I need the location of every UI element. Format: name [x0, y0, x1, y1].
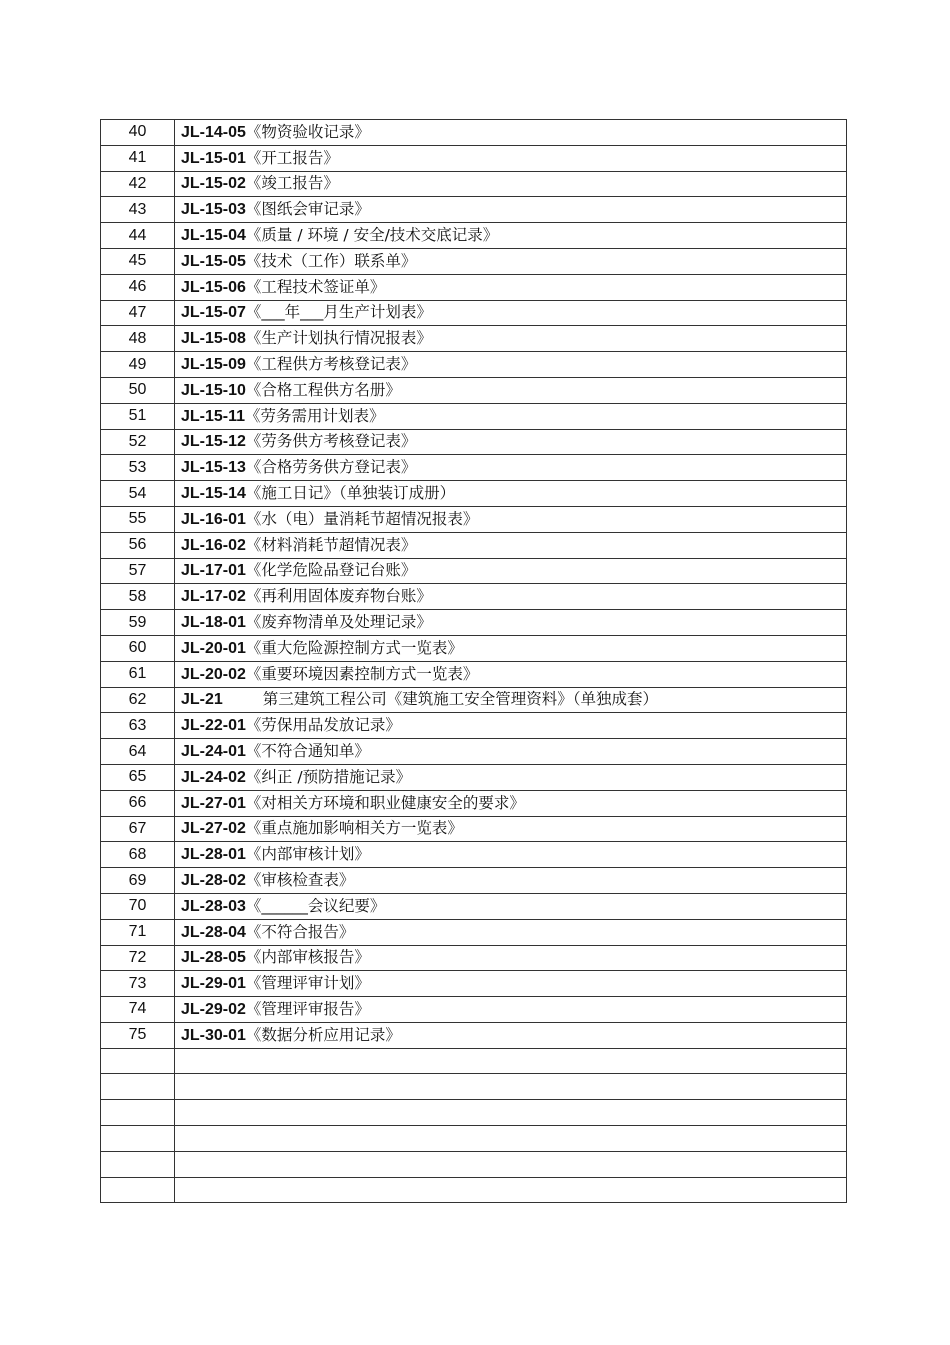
table-row — [101, 816, 847, 842]
record-code: JL-28-03 — [181, 897, 246, 915]
record-cell — [175, 429, 847, 455]
record-cell — [175, 120, 847, 146]
row-number: 64 — [101, 739, 175, 765]
record-code: JL-15-12 — [181, 433, 246, 451]
record-cell — [175, 713, 847, 739]
record-code: JL-29-02 — [181, 1000, 246, 1018]
table-row — [101, 790, 847, 816]
record-code: JL-15-10 — [181, 381, 246, 399]
row-number: 54 — [101, 481, 175, 507]
row-number: 50 — [101, 377, 175, 403]
record-title: 《内部审核报告》 — [245, 948, 370, 967]
row-number: 56 — [101, 532, 175, 558]
record-cell — [175, 971, 847, 997]
record-title: 《物资验收记录》 — [245, 122, 370, 141]
record-cell — [175, 352, 847, 378]
table-row — [101, 661, 847, 687]
row-number: 40 — [101, 120, 175, 146]
record-cell — [175, 506, 847, 532]
record-cell — [175, 403, 847, 429]
record-cell — [175, 300, 847, 326]
table-row — [101, 713, 847, 739]
row-number: 67 — [101, 816, 175, 842]
row-number: 47 — [101, 300, 175, 326]
table-row — [101, 377, 847, 403]
table-row — [101, 893, 847, 919]
table-row — [101, 584, 847, 610]
row-number: 75 — [101, 1022, 175, 1048]
record-cell — [175, 248, 847, 274]
record-title: 《材料消耗节超情况表》 — [245, 535, 417, 554]
table-row — [101, 120, 847, 146]
record-title: 《化学危险品登记台账》 — [245, 561, 417, 580]
table-row — [101, 997, 847, 1023]
row-number: 45 — [101, 248, 175, 274]
record-cell — [175, 481, 847, 507]
record-title: 《对相关方环境和职业健康安全的要求》 — [245, 793, 525, 812]
record-cell — [175, 171, 847, 197]
row-number: 58 — [101, 584, 175, 610]
record-title: 《___年___月生产计划表》 — [245, 303, 432, 322]
record-code: JL-20-01 — [181, 639, 246, 657]
row-number: 74 — [101, 997, 175, 1023]
record-cell — [175, 868, 847, 894]
record-cell — [175, 197, 847, 223]
table-row — [101, 1048, 847, 1074]
row-number: 57 — [101, 558, 175, 584]
record-code: JL-15-05 — [181, 252, 246, 270]
row-number: 72 — [101, 945, 175, 971]
record-title: 《______会议纪要》 — [245, 896, 386, 915]
record-code: JL-29-01 — [181, 975, 246, 993]
record-list-table — [100, 119, 847, 1203]
table-row — [101, 145, 847, 171]
table-row — [101, 506, 847, 532]
record-title: 《工程供方考核登记表》 — [245, 355, 417, 374]
row-number: 41 — [101, 145, 175, 171]
table-row — [101, 248, 847, 274]
table-row — [101, 403, 847, 429]
row-number: 62 — [101, 687, 175, 713]
record-code: JL-22-01 — [181, 717, 246, 735]
record-cell — [175, 1074, 847, 1100]
record-title: 《合格工程供方名册》 — [245, 380, 401, 399]
record-code: JL-28-01 — [181, 846, 246, 864]
record-cell — [175, 687, 847, 713]
row-number: 63 — [101, 713, 175, 739]
table-row — [101, 197, 847, 223]
table-row — [101, 532, 847, 558]
record-cell — [175, 1177, 847, 1203]
record-code: JL-15-01 — [181, 149, 246, 167]
table-row — [101, 764, 847, 790]
table-row — [101, 1022, 847, 1048]
row-number — [101, 1100, 175, 1126]
record-title: 《数据分析应用记录》 — [245, 1025, 401, 1044]
record-cell — [175, 532, 847, 558]
row-number: 70 — [101, 893, 175, 919]
row-number: 43 — [101, 197, 175, 223]
row-number: 69 — [101, 868, 175, 894]
record-cell — [175, 1100, 847, 1126]
record-code: JL-15-14 — [181, 485, 246, 503]
table-row — [101, 326, 847, 352]
record-code: JL-15-03 — [181, 201, 246, 219]
record-title: 《开工报告》 — [245, 148, 339, 167]
row-number — [101, 1048, 175, 1074]
record-code: JL-21 — [181, 691, 223, 709]
record-title: 《内部审核计划》 — [245, 845, 370, 864]
row-number: 68 — [101, 842, 175, 868]
record-cell — [175, 816, 847, 842]
record-title: 《重要环境因素控制方式一览表》 — [245, 664, 479, 683]
table-row — [101, 1100, 847, 1126]
record-title: 《劳务需用计划表》 — [245, 406, 385, 425]
row-number — [101, 1126, 175, 1152]
row-number — [101, 1177, 175, 1203]
row-number: 65 — [101, 764, 175, 790]
record-code: JL-28-02 — [181, 872, 246, 889]
record-title: 《不符合通知单》 — [245, 742, 370, 761]
row-number: 49 — [101, 352, 175, 378]
record-cell — [175, 764, 847, 790]
record-title: 《技术（工作）联系单》 — [245, 251, 417, 270]
record-code: JL-15-11 — [181, 407, 246, 425]
row-number: 61 — [101, 661, 175, 687]
table-row — [101, 171, 847, 197]
table-row — [101, 945, 847, 971]
table-row — [101, 635, 847, 661]
row-number: 46 — [101, 274, 175, 300]
record-title: 《质量 / 环境 / 安全/技术交底记录》 — [245, 226, 499, 245]
table-row — [101, 1074, 847, 1100]
record-cell — [175, 326, 847, 352]
row-number: 44 — [101, 223, 175, 249]
record-title: 《审核检查表》 — [245, 871, 355, 889]
record-cell — [175, 145, 847, 171]
record-title: 《合格劳务供方登记表》 — [245, 458, 417, 477]
table-row — [101, 352, 847, 378]
record-title: 《废弃物清单及处理记录》 — [245, 613, 432, 632]
record-cell — [175, 1022, 847, 1048]
record-cell — [175, 919, 847, 945]
record-code: JL-28-05 — [181, 949, 246, 967]
record-code: JL-15-07 — [181, 304, 246, 322]
record-cell — [175, 1151, 847, 1177]
table-row — [101, 687, 847, 713]
record-code: JL-30-01 — [181, 1026, 246, 1044]
record-cell — [175, 274, 847, 300]
row-number: 59 — [101, 610, 175, 636]
row-number: 52 — [101, 429, 175, 455]
record-cell — [175, 610, 847, 636]
table-row — [101, 1177, 847, 1203]
record-cell — [175, 893, 847, 919]
table-row — [101, 455, 847, 481]
table-row — [101, 558, 847, 584]
record-code: JL-20-02 — [181, 665, 246, 683]
record-title: 《重大危险源控制方式一览表》 — [245, 638, 463, 657]
record-title: 第三建筑工程公司《建筑施工安全管理资料》（单独成套） — [262, 690, 659, 709]
record-code: JL-28-04 — [181, 923, 246, 941]
record-code: JL-16-01 — [181, 510, 246, 528]
record-title: 《水（电）量消耗节超情况报表》 — [245, 509, 479, 528]
table-row — [101, 868, 847, 894]
record-cell — [175, 377, 847, 403]
table-row — [101, 429, 847, 455]
record-code: JL-17-02 — [181, 588, 246, 606]
row-number: 51 — [101, 403, 175, 429]
record-title: 《不符合报告》 — [245, 922, 355, 941]
table-row — [101, 481, 847, 507]
record-title: 《再利用固体废弃物台账》 — [245, 587, 432, 606]
record-code: JL-15-09 — [181, 356, 246, 374]
row-number: 73 — [101, 971, 175, 997]
table-row — [101, 842, 847, 868]
record-code: JL-16-02 — [181, 536, 246, 554]
table-row — [101, 300, 847, 326]
record-code: JL-18-01 — [181, 614, 246, 632]
record-code: JL-24-01 — [181, 743, 246, 761]
row-number — [101, 1074, 175, 1100]
record-cell — [175, 584, 847, 610]
row-number: 60 — [101, 635, 175, 661]
table-row — [101, 971, 847, 997]
table-row — [101, 739, 847, 765]
row-number: 71 — [101, 919, 175, 945]
record-cell — [175, 455, 847, 481]
record-code: JL-15-02 — [181, 175, 246, 193]
record-cell — [175, 997, 847, 1023]
table-row — [101, 274, 847, 300]
record-cell — [175, 558, 847, 584]
record-list-body — [101, 120, 847, 1203]
record-cell — [175, 945, 847, 971]
row-number: 53 — [101, 455, 175, 481]
record-cell — [175, 790, 847, 816]
record-code: JL-27-02 — [181, 820, 246, 838]
record-title: 《竣工报告》 — [245, 174, 339, 193]
record-code: JL-14-05 — [181, 123, 246, 141]
record-title: 《劳保用品发放记录》 — [245, 716, 401, 735]
record-title: 《工程技术签证单》 — [245, 277, 386, 296]
record-title: 《纠正 /预防措施记录》 — [245, 767, 412, 786]
table-row — [101, 919, 847, 945]
record-cell — [175, 739, 847, 765]
record-code: JL-15-04 — [181, 227, 246, 245]
record-title: 《管理评审报告》 — [245, 999, 370, 1018]
table-row — [101, 223, 847, 249]
table-row — [101, 1126, 847, 1152]
record-cell — [175, 1126, 847, 1152]
record-title: 《施工日记》（单独装订成册） — [245, 484, 456, 503]
record-title: 《劳务供方考核登记表》 — [245, 432, 417, 451]
record-code: JL-27-01 — [181, 794, 246, 812]
record-cell — [175, 1048, 847, 1074]
row-number: 42 — [101, 171, 175, 197]
record-title: 《重点施加影响相关方一览表》 — [245, 819, 463, 838]
record-code: JL-24-02 — [181, 768, 246, 786]
record-cell — [175, 635, 847, 661]
record-code: JL-15-13 — [181, 459, 246, 477]
record-cell — [175, 661, 847, 687]
record-cell — [175, 842, 847, 868]
row-number: 48 — [101, 326, 175, 352]
table-row — [101, 610, 847, 636]
record-code: JL-17-01 — [181, 562, 246, 580]
record-title: 《图纸会审记录》 — [245, 200, 370, 219]
record-cell — [175, 223, 847, 249]
table-row — [101, 1151, 847, 1177]
record-code: JL-15-06 — [181, 278, 246, 296]
record-title: 《生产计划执行情况报表》 — [245, 329, 432, 348]
row-number — [101, 1151, 175, 1177]
record-title: 《管理评审计划》 — [245, 974, 370, 993]
row-number: 66 — [101, 790, 175, 816]
record-code: JL-15-08 — [181, 330, 246, 348]
row-number: 55 — [101, 506, 175, 532]
